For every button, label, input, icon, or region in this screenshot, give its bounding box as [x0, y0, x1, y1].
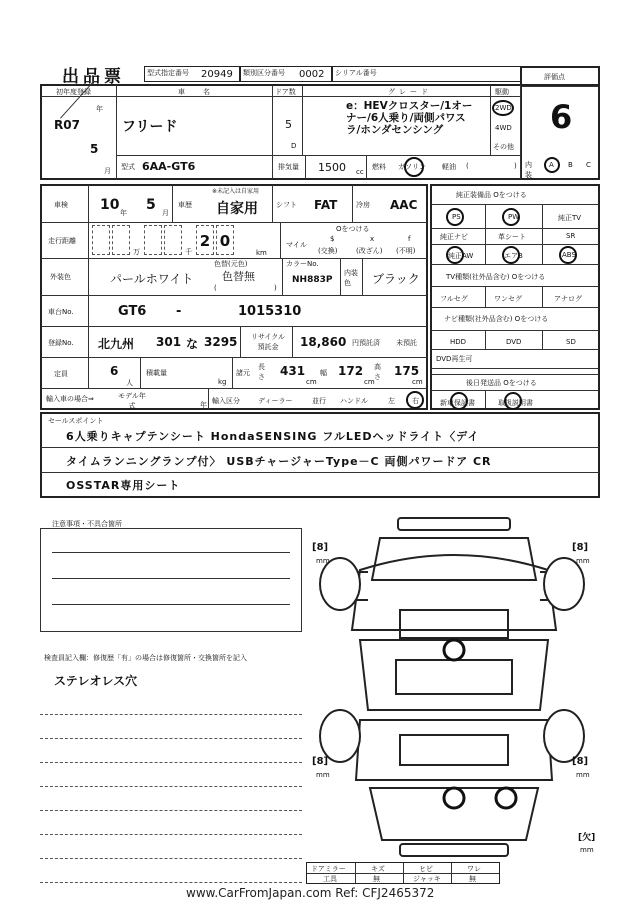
displacement-unit: cc — [356, 168, 364, 176]
model-year-label: モデル年式 — [118, 392, 146, 410]
meter-opt-2: x — [370, 235, 375, 243]
fuel-other-open: ( — [466, 162, 469, 170]
shift-label: シフト — [276, 201, 297, 209]
recycle-label: リサイクル預託金 — [250, 333, 286, 351]
genuine-label: 純正装備品 Oをつける — [456, 191, 527, 199]
length-value: 431 — [280, 364, 306, 378]
model-designation-value: 20949 — [201, 69, 233, 80]
recycle-paid: 円預託済 — [352, 339, 380, 347]
dims-label: 諸元 — [236, 369, 250, 377]
chassis-dash: - — [176, 304, 182, 319]
shift-value: FAT — [314, 198, 338, 212]
tire-label-rear-right: [8] — [572, 756, 589, 767]
selling-line-3: OSSTAR専用シート — [66, 479, 181, 492]
tire-label-front-left: [8] — [312, 542, 329, 553]
tire-mm-front-right: mm — [576, 557, 590, 565]
interior-b: B — [568, 161, 573, 169]
caution-label: 注意事項・不具合箇所 — [52, 520, 122, 528]
reg-month-unit: 月 — [104, 167, 111, 175]
recycle-amount: 18,860 — [300, 335, 347, 349]
mileage-digit-1 — [92, 225, 110, 255]
legend-tools: 工具 — [323, 875, 337, 883]
handle-left: 左 — [388, 397, 395, 405]
eq-navi: 純正ナビ — [440, 233, 468, 241]
meter-opt-1: $ — [330, 235, 335, 243]
handle-right-circle — [406, 391, 424, 409]
tire-value-front-right: 8 — [576, 542, 584, 553]
usage-label: 車歴 — [178, 201, 192, 209]
reg-kana: な — [186, 337, 199, 351]
chassis-number: 1015310 — [238, 304, 302, 319]
color-change-paren-close: ) — [274, 284, 277, 292]
tire-value-rear-right: 8 — [576, 756, 584, 767]
mileage-label: 走行距離 — [48, 237, 76, 245]
mileage-digit-6: 0 — [216, 225, 234, 255]
model-label: 型式 — [121, 163, 135, 171]
import-year-unit: 年 — [200, 401, 207, 409]
selling-points-label: セールスポイント — [48, 417, 104, 425]
mileage-digit-2 — [112, 225, 130, 255]
shaken-year: 10 — [100, 197, 120, 213]
capacity-label: 定員 — [54, 370, 68, 378]
length-label: 長さ — [258, 363, 265, 381]
meter-opt-2-label: (改ざん) — [356, 247, 383, 255]
mileage-digit-5: 2 — [196, 225, 214, 255]
sheet-title: 出品票 — [62, 67, 125, 87]
meter-opt-3: f — [408, 235, 411, 243]
spare-value: 欠 — [582, 833, 592, 843]
interior-color-value: ブラック — [372, 272, 420, 286]
navi-label: ナビ種類(社外品含む) Oをつける — [444, 315, 549, 323]
model-designation-box — [144, 66, 240, 82]
spare-label: [欠] — [578, 833, 596, 843]
eq-leather: 革シート — [498, 233, 526, 241]
chassis-label: 車台No. — [48, 308, 74, 316]
reg-label: 登録No. — [48, 339, 74, 347]
shaken-month-unit: 月 — [162, 209, 169, 217]
tire-mm-rear-right: mm — [576, 771, 590, 779]
reg-number: 3295 — [204, 335, 238, 349]
grade-lines — [310, 100, 488, 136]
mile-label: マイル — [286, 241, 307, 249]
interior-a: A — [549, 161, 554, 169]
interior-color-label: 内装色 — [344, 269, 358, 287]
reg-month: 5 — [90, 142, 99, 156]
height-unit: cm — [412, 378, 423, 386]
eq-airbag: エアB — [504, 252, 523, 260]
height-value: 175 — [394, 364, 420, 378]
capacity-value: 6 — [110, 364, 119, 378]
navi-dvd: DVD — [506, 338, 522, 346]
first-reg-label: 初年度登録 — [56, 88, 91, 96]
grade-label: グレード — [388, 88, 432, 96]
model-designation-label: 型式指定番号 — [147, 69, 189, 77]
color-change-paren-open: ( — [214, 284, 217, 292]
legend-break: ワレ — [467, 865, 481, 873]
drive-2wd: 2WD — [495, 104, 512, 112]
reg-year: R07 — [54, 118, 80, 132]
eq-aw: 純正AW — [448, 252, 474, 260]
mileage-digit-4 — [164, 225, 182, 255]
meter-opt-1-label: (交換) — [318, 247, 338, 255]
drive-4wd: 4WD — [495, 124, 512, 132]
color-code-label: カラーNo. — [286, 260, 319, 268]
tire-label-rear-left: [8] — [312, 756, 329, 767]
color-label: 外装色 — [50, 273, 71, 281]
tv-label: TV種類(社外品含む) Oをつける — [446, 273, 546, 281]
later-manual-circle — [504, 392, 522, 410]
recycle-unpaid: 未預託 — [396, 339, 417, 347]
import-cat-label: 輸入区分 — [212, 397, 240, 405]
import-label: 輸入車の場合⇒ — [46, 395, 94, 403]
eq-pw-circle — [502, 208, 520, 226]
legend-jack: ジャッキ — [413, 875, 441, 883]
doors-value: 5 — [285, 118, 292, 131]
legend-jack-value: 無 — [469, 875, 476, 883]
tire-value-rear-left: 8 — [316, 756, 324, 767]
color-code-value: NH883P — [292, 275, 333, 285]
score-label: 評価点 — [544, 73, 565, 81]
km-unit: km — [256, 249, 267, 257]
category-box — [240, 66, 332, 82]
score-value: 6 — [550, 98, 573, 136]
drive-2wd-circle — [492, 100, 514, 116]
later-manual: 取扱説明書 — [498, 399, 533, 407]
chassis-prefix: GT6 — [118, 304, 147, 319]
spare-mm: mm — [580, 846, 594, 854]
reg-area: 北九州 — [98, 337, 135, 351]
car-name: フリード — [122, 119, 178, 135]
shaken-month: 5 — [146, 197, 156, 213]
man-unit: 万 — [133, 248, 140, 256]
light-oil-label: 軽油 — [442, 163, 456, 171]
eq-abs-circle — [559, 246, 577, 264]
grade-line-2: ナー/6人乗り/両側パワス — [346, 112, 466, 124]
damage-legend — [306, 862, 500, 884]
sen-unit: 千 — [185, 248, 192, 256]
color-change-value: 色替無 — [222, 270, 255, 283]
height-label: 高さ — [374, 363, 381, 381]
eq-sr: SR — [566, 232, 576, 240]
fuel-circle — [404, 157, 424, 177]
eq-ps-circle — [446, 208, 464, 226]
category-value: 0002 — [299, 69, 325, 80]
width-value: 172 — [338, 364, 364, 378]
fuel-label: 燃料 — [372, 163, 386, 171]
navi-sd: SD — [566, 338, 576, 346]
category-label: 類別区分番号 — [243, 69, 285, 77]
handle-label: ハンドル — [340, 397, 368, 405]
tv-oneseg: ワンセグ — [494, 295, 522, 303]
import-dealer: ディーラー — [258, 397, 293, 405]
mileage-digit-3 — [144, 225, 162, 255]
car-name-label: 車名 — [178, 88, 228, 96]
legend-tools-value: 無 — [373, 875, 380, 883]
car-diagram — [300, 510, 605, 870]
eq-tv: 純正TV — [558, 214, 582, 222]
later-warranty: 新車保証書 — [440, 399, 475, 407]
import-parallel: 並行 — [312, 397, 326, 405]
eq-airbag-circle — [502, 246, 520, 264]
dvd-label: DVD再生可 — [436, 355, 473, 363]
width-unit: cm — [364, 378, 375, 386]
legend-scratch: キズ — [371, 865, 385, 873]
shaken-year-unit: 年 — [120, 209, 127, 217]
watermark: www.CarFromJapan.com Ref: CFJ2465372 — [186, 886, 435, 900]
interior-label: 内装 — [525, 161, 532, 179]
reg-year-unit: 年 — [96, 105, 103, 113]
tire-value-front-left: 8 — [316, 542, 324, 553]
drive-other: その他 — [493, 143, 514, 151]
serial-box — [332, 66, 522, 82]
model-value: 6AA-GT6 — [142, 160, 196, 173]
displacement-label: 排気量 — [278, 163, 299, 171]
tire-label-front-right: [8] — [572, 542, 589, 553]
reg-class: 301 — [156, 335, 182, 349]
tire-mm-front-left: mm — [316, 557, 330, 565]
color-value: パールホワイト — [110, 272, 194, 286]
drive-label: 駆動 — [495, 88, 509, 96]
fuel-other-close: ) — [514, 162, 517, 170]
handle-right: 右 — [412, 397, 419, 405]
later-warranty-circle — [450, 392, 468, 410]
shaken-label: 車検 — [54, 201, 68, 209]
ac-value: AAC — [390, 198, 418, 212]
color-change-label: 色替(元色) — [214, 260, 248, 268]
selling-line-1: 6人乗りキャプテンシート HondaSENSING フルLEDヘッドライト〈デイ — [66, 430, 480, 443]
eq-aw-circle — [446, 246, 464, 264]
length-unit: cm — [306, 378, 317, 386]
grade-line-3: ラ/ホンダセンシング — [346, 124, 444, 136]
capacity-unit: 人 — [126, 379, 133, 387]
serial-label: シリアル番号 — [335, 69, 377, 77]
legend-mirror: ドアミラー — [311, 865, 346, 873]
navi-hdd: HDD — [450, 338, 467, 346]
load-kg-unit: kg — [218, 378, 227, 386]
tire-mm-rear-left: mm — [316, 771, 330, 779]
grade-line-1: e：HEVクロスター/1オー — [346, 100, 473, 112]
interior-c: C — [586, 161, 591, 169]
fuel-gasoline: ガソリン — [398, 163, 426, 171]
tv-fullseg: フルセグ — [440, 295, 468, 303]
usage-value: 自家用 — [216, 201, 258, 217]
later-label: 後日発送品 Oをつける — [466, 379, 537, 387]
legend-crack: ヒビ — [419, 865, 433, 873]
usage-note: ※未記入は自家用 — [212, 188, 260, 195]
meter-opt-3-label: (不明) — [396, 247, 416, 255]
caution-box — [40, 528, 302, 632]
inspector-note: ステレオレス穴 — [54, 674, 138, 688]
eq-ps: PS — [452, 213, 461, 221]
tv-analog: アナログ — [554, 295, 582, 303]
load-label: 積載量 — [146, 369, 167, 377]
mile-hint: Oをつける — [336, 225, 370, 233]
doors-label: ドア数 — [275, 88, 296, 96]
ac-label: 冷房 — [356, 201, 370, 209]
selling-line-2: タイムランニングランプ付〉 USBチャージャーType－C 両側パワードア CR — [66, 455, 492, 468]
displacement-value: 1500 — [318, 161, 346, 174]
width-label: 幅 — [320, 369, 327, 377]
eq-abs: ABS — [562, 251, 576, 259]
doors-unit: D — [291, 142, 297, 150]
inspector-label: 検査員記入欄：修復歴「有」の場合は修復箇所・交換箇所を記入 — [44, 654, 247, 662]
eq-pw: PW — [508, 213, 520, 221]
